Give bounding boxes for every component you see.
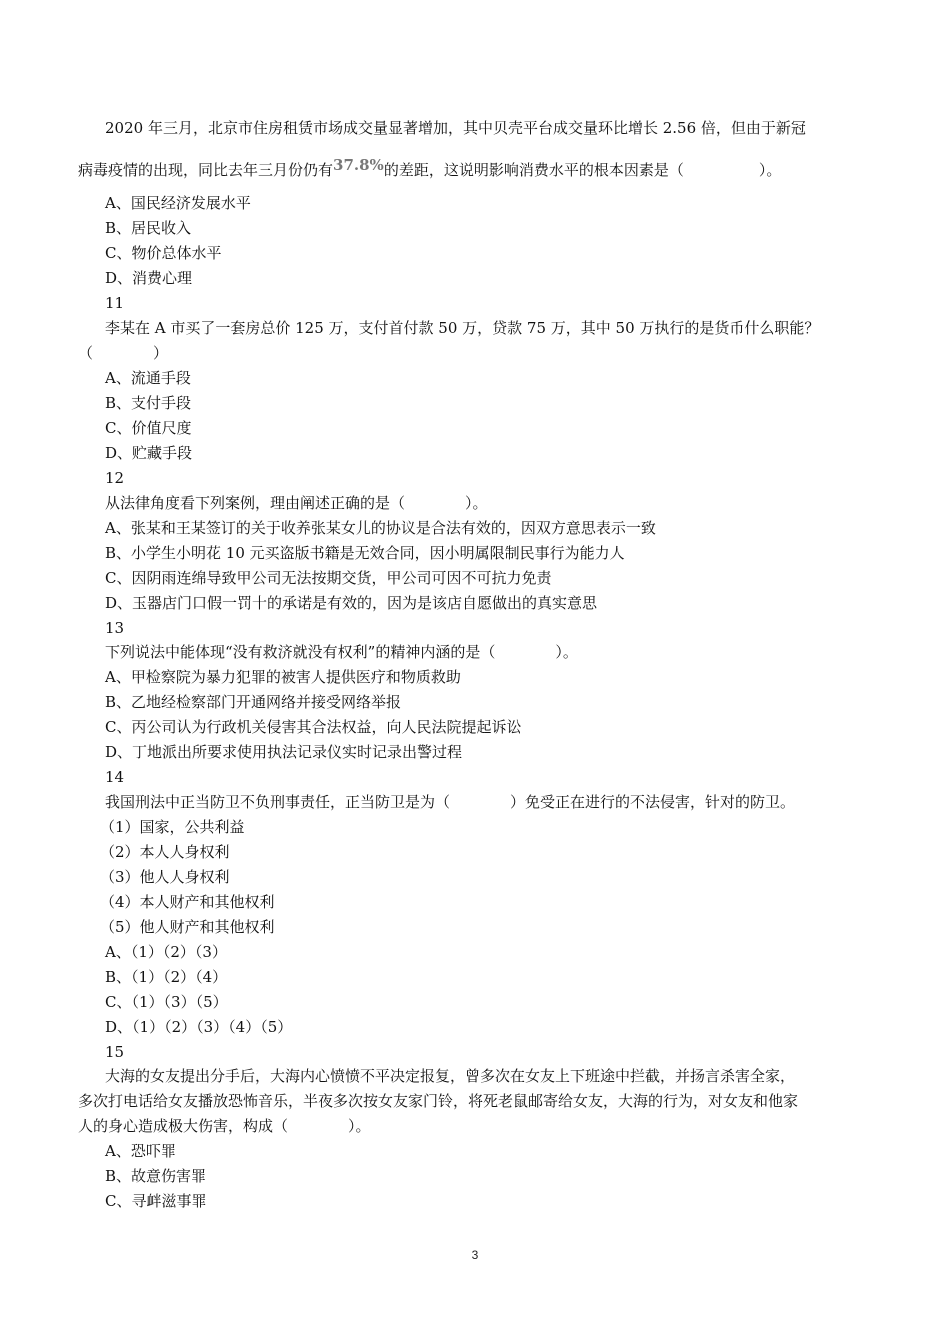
q12-option-c: C、因阴雨连绵导致甲公司无法按期交货，甲公司可因不可抗力免责 xyxy=(105,569,552,587)
q12-option-a: A、张某和王某签订的关于收养张某女儿的协议是合法有效的，因双方意思表示一致 xyxy=(105,519,656,537)
q10-option-b: B、居民收入 xyxy=(105,219,192,237)
q15-stem-line3: 人的身心造成极大伤害，构成（ ）。 xyxy=(78,1117,371,1135)
q14-item-2: （2）本人人身权利 xyxy=(100,843,230,861)
q10-stem-line2-pre: 病毒疫情的出现，同比去年三月份仍有 xyxy=(78,161,334,179)
q14-item-5: （5）他人财产和其他权利 xyxy=(100,918,275,936)
q10-stem-line2 xyxy=(78,156,782,180)
q10-stem-line2-post: 的差距，这说明影响消费水平的根本因素是（ ）。 xyxy=(383,161,782,179)
q15-option-a: A、恐吓罪 xyxy=(105,1142,176,1160)
page-number: 3 xyxy=(471,1248,479,1262)
q10-option-c: C、物价总体水平 xyxy=(105,244,222,262)
q11-stem-line2: （ ） xyxy=(78,344,169,362)
q14-stem: 我国刑法中正当防卫不负刑事责任，正当防卫是为（ ）免受正在进行的不法侵害，针对的防卫。 xyxy=(105,793,796,811)
q13-number: 13 xyxy=(105,619,125,637)
q14-number: 14 xyxy=(105,768,125,786)
q10-option-a: A、国民经济发展水平 xyxy=(105,194,251,212)
q14-option-a: A、（1）（2）（3） xyxy=(105,943,227,961)
q15-option-c: C、寻衅滋事罪 xyxy=(105,1192,207,1210)
q15-number: 15 xyxy=(105,1043,125,1061)
q13-option-c: C、丙公司认为行政机关侵害其合法权益，向人民法院提起诉讼 xyxy=(105,718,522,736)
q11-option-d: D、贮藏手段 xyxy=(105,444,193,462)
q14-option-b: B、（1）（2）（4） xyxy=(105,968,228,986)
q14-item-4: （4）本人财产和其他权利 xyxy=(100,893,275,911)
q12-stem: 从法律角度看下列案例，理由阐述正确的是（ ）。 xyxy=(105,494,488,512)
q14-item-1: （1）国家，公共利益 xyxy=(100,818,245,836)
q11-number: 11 xyxy=(105,294,125,312)
q15-stem-line1: 大海的女友提出分手后，大海内心愤愤不平决定报复，曾多次在女友上下班途中拦截，并扬言杀害全家， xyxy=(105,1067,796,1085)
q11-option-c: C、价值尺度 xyxy=(105,419,192,437)
q14-option-c: C、（1）（3）（5） xyxy=(105,993,228,1011)
q15-option-b: B、故意伤害罪 xyxy=(105,1167,207,1185)
q14-item-3: （3）他人人身权利 xyxy=(100,868,230,886)
q12-option-d: D、玉器店门口假一罚十的承诺是有效的，因为是该店自愿做出的真实意思 xyxy=(105,594,598,612)
q13-option-b: B、乙地经检察部门开通网络并接受网络举报 xyxy=(105,693,402,711)
q10-figure: 37.8% xyxy=(333,156,384,174)
q13-option-d: D、丁地派出所要求使用执法记录仪实时记录出警过程 xyxy=(105,743,463,761)
q12-number: 12 xyxy=(105,469,125,487)
q13-stem: 下列说法中能体现“没有救济就没有权利”的精神内涵的是（ ）。 xyxy=(105,643,578,661)
q10-stem-line1: 2020 年三月，北京市住房租赁市场成交量显著增加，其中贝壳平台成交量环比增长 2.56 倍，但由于新冠 xyxy=(105,119,806,137)
q15-stem-line2: 多次打电话给女友播放恐怖音乐，半夜多次按女友家门铃，将死老鼠邮寄给女友，大海的行为，对女友和他家 xyxy=(78,1092,799,1110)
q11-option-b: B、支付手段 xyxy=(105,394,192,412)
q11-stem-line1: 李某在 A 市买了一套房总价 125 万，支付首付款 50 万，贷款 75 万，其中 50 万执行的是货币什么职能？ xyxy=(105,319,820,337)
q14-option-d: D、（1）（2）（3）（4）（5） xyxy=(105,1018,293,1036)
q12-option-b: B、小学生小明花 10 元买盗版书籍是无效合同，因小明属限制民事行为能力人 xyxy=(105,544,625,562)
q13-option-a: A、甲检察院为暴力犯罪的被害人提供医疗和物质救助 xyxy=(105,668,461,686)
q11-option-a: A、流通手段 xyxy=(105,369,191,387)
q10-option-d: D、消费心理 xyxy=(105,269,193,287)
